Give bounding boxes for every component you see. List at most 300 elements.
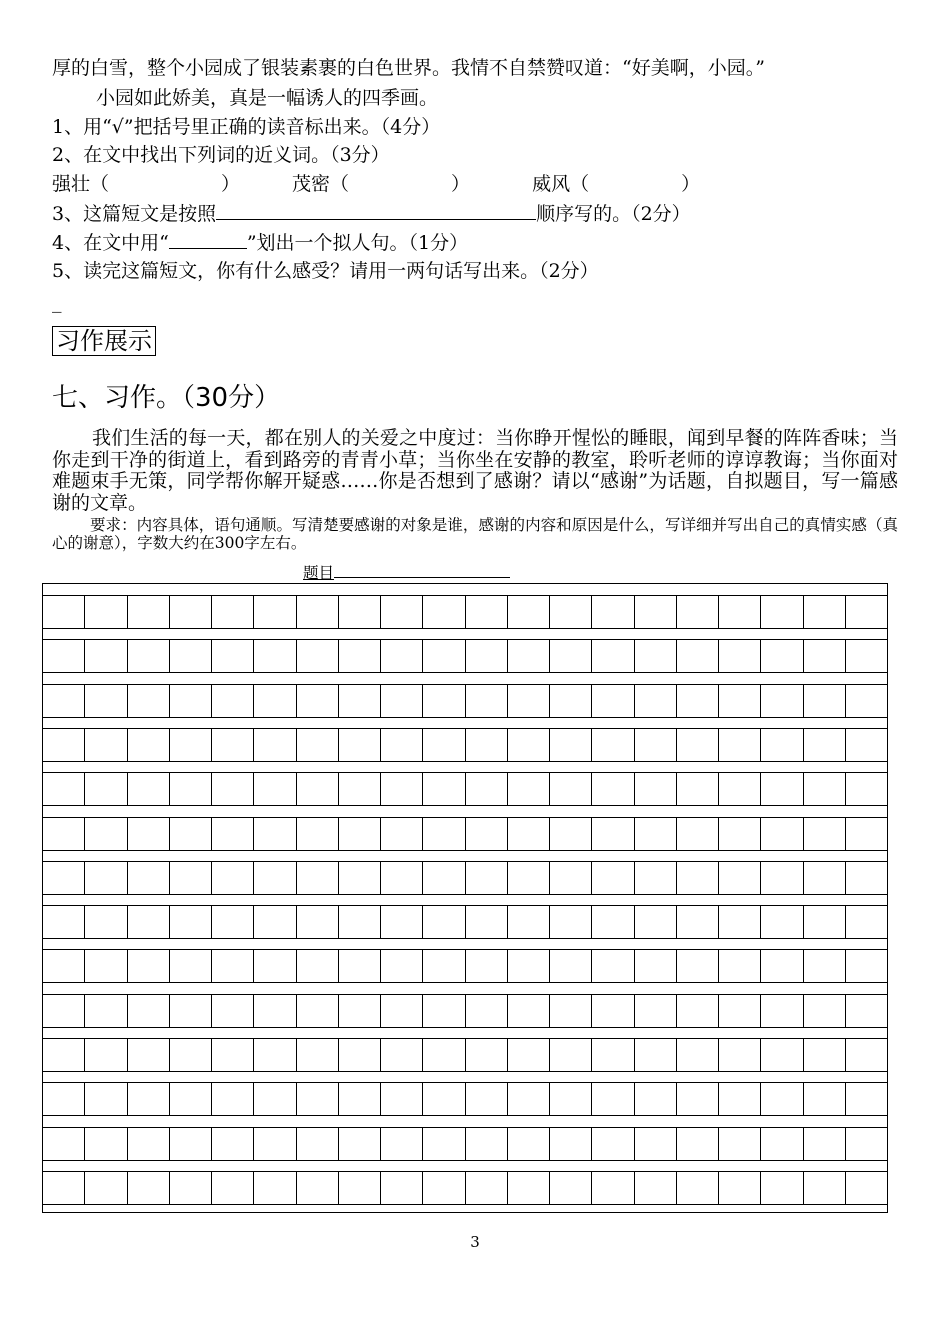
grid-cell[interactable] <box>85 906 127 938</box>
grid-cell[interactable] <box>297 773 339 805</box>
grid-cell[interactable] <box>550 1172 592 1204</box>
grid-cell[interactable] <box>297 950 339 982</box>
grid-cell[interactable] <box>804 685 846 717</box>
grid-cell[interactable] <box>297 995 339 1027</box>
grid-cell[interactable] <box>170 862 212 894</box>
grid-cell[interactable] <box>212 1039 254 1071</box>
grid-cell[interactable] <box>466 1039 508 1071</box>
grid-cell[interactable] <box>761 950 803 982</box>
grid-cell[interactable] <box>381 995 423 1027</box>
grid-cell[interactable] <box>170 1172 212 1204</box>
grid-cell[interactable] <box>128 1039 170 1071</box>
grid-row <box>43 639 887 673</box>
grid-cell[interactable] <box>719 906 761 938</box>
grid-cell[interactable] <box>128 685 170 717</box>
grid-cell[interactable] <box>592 1083 634 1115</box>
grid-cell[interactable] <box>635 1128 677 1160</box>
grid-cell[interactable] <box>85 596 127 628</box>
grid-cell[interactable] <box>592 906 634 938</box>
grid-cell[interactable] <box>423 596 465 628</box>
grid-cell[interactable] <box>804 1083 846 1115</box>
grid-cell[interactable] <box>761 862 803 894</box>
grid-cell[interactable] <box>43 773 85 805</box>
grid-cell[interactable] <box>254 596 296 628</box>
grid-cell[interactable] <box>846 1083 887 1115</box>
grid-cell[interactable] <box>423 640 465 672</box>
grid-cell[interactable] <box>297 596 339 628</box>
grid-cell[interactable] <box>297 1128 339 1160</box>
grid-cell[interactable] <box>381 950 423 982</box>
grid-cell[interactable] <box>466 906 508 938</box>
grid-cell[interactable] <box>466 773 508 805</box>
grid-cell[interactable] <box>170 729 212 761</box>
grid-cell[interactable] <box>592 950 634 982</box>
grid-cell[interactable] <box>339 640 381 672</box>
grid-cell[interactable] <box>43 906 85 938</box>
grid-cell[interactable] <box>43 685 85 717</box>
grid-cell[interactable] <box>550 818 592 850</box>
grid-cell[interactable] <box>297 906 339 938</box>
grid-cell[interactable] <box>592 685 634 717</box>
grid-cell[interactable] <box>128 1083 170 1115</box>
grid-cell[interactable] <box>212 862 254 894</box>
grid-cell[interactable] <box>466 640 508 672</box>
grid-cell[interactable] <box>212 596 254 628</box>
grid-cell[interactable] <box>339 950 381 982</box>
title-label: 题目 <box>303 564 335 582</box>
grid-cell[interactable] <box>128 862 170 894</box>
grid-cell[interactable] <box>466 950 508 982</box>
grid-cell[interactable] <box>508 950 550 982</box>
grid-cell[interactable] <box>212 950 254 982</box>
grid-cell[interactable] <box>212 773 254 805</box>
grid-cell[interactable] <box>846 1039 887 1071</box>
grid-cell[interactable] <box>43 995 85 1027</box>
grid-cell[interactable] <box>423 773 465 805</box>
grid-cell[interactable] <box>254 1172 296 1204</box>
grid-cell[interactable] <box>297 640 339 672</box>
grid-cell[interactable] <box>423 1039 465 1071</box>
grid-cell[interactable] <box>297 1172 339 1204</box>
grid-cell[interactable] <box>297 1039 339 1071</box>
grid-cell[interactable] <box>212 995 254 1027</box>
grid-cell[interactable] <box>677 862 719 894</box>
grid-cell[interactable] <box>43 818 85 850</box>
grid-cell[interactable] <box>592 818 634 850</box>
grid-cell[interactable] <box>85 1128 127 1160</box>
grid-cell[interactable] <box>550 596 592 628</box>
grid-cell[interactable] <box>128 773 170 805</box>
grid-cell[interactable] <box>423 1128 465 1160</box>
grid-cell[interactable] <box>85 773 127 805</box>
grid-cell[interactable] <box>592 640 634 672</box>
grid-cell[interactable] <box>297 818 339 850</box>
grid-cell[interactable] <box>635 995 677 1027</box>
grid-cell[interactable] <box>254 729 296 761</box>
grid-cell[interactable] <box>550 862 592 894</box>
grid-cell[interactable] <box>212 1172 254 1204</box>
grid-cell[interactable] <box>677 729 719 761</box>
grid-cell[interactable] <box>339 685 381 717</box>
grid-cell[interactable] <box>761 1128 803 1160</box>
grid-cell[interactable] <box>550 995 592 1027</box>
grid-cell[interactable] <box>170 950 212 982</box>
grid-cell[interactable] <box>381 685 423 717</box>
grid-cell[interactable] <box>804 773 846 805</box>
grid-cell[interactable] <box>128 1128 170 1160</box>
grid-cell[interactable] <box>761 640 803 672</box>
grid-cell[interactable] <box>550 640 592 672</box>
grid-cell[interactable] <box>128 640 170 672</box>
grid-cell[interactable] <box>550 729 592 761</box>
grid-cell[interactable] <box>550 950 592 982</box>
title-field[interactable] <box>303 561 510 582</box>
grid-cell[interactable] <box>635 685 677 717</box>
grid-cell[interactable] <box>85 995 127 1027</box>
grid-cell[interactable] <box>592 729 634 761</box>
grid-cell[interactable] <box>43 1172 85 1204</box>
grid-cell[interactable] <box>719 950 761 982</box>
grid-cell[interactable] <box>846 906 887 938</box>
grid-cell[interactable] <box>719 1039 761 1071</box>
grid-cell[interactable] <box>719 1172 761 1204</box>
close-paren: ） <box>451 173 471 195</box>
grid-cell[interactable] <box>297 729 339 761</box>
grid-cell[interactable] <box>43 1039 85 1071</box>
grid-cell[interactable] <box>846 640 887 672</box>
grid-cell[interactable] <box>677 1172 719 1204</box>
grid-cell[interactable] <box>466 818 508 850</box>
grid-cell[interactable] <box>423 950 465 982</box>
grid-cell[interactable] <box>635 1039 677 1071</box>
grid-cell[interactable] <box>719 773 761 805</box>
grid-cell[interactable] <box>550 1039 592 1071</box>
grid-cell[interactable] <box>254 1128 296 1160</box>
section-title-box: 习作展示 <box>52 326 156 356</box>
grid-cell[interactable] <box>508 995 550 1027</box>
grid-row <box>43 1082 887 1116</box>
grid-cell[interactable] <box>128 950 170 982</box>
grid-cell[interactable] <box>381 862 423 894</box>
grid-cell[interactable] <box>804 818 846 850</box>
grid-cell[interactable] <box>423 1083 465 1115</box>
grid-cell[interactable] <box>846 596 887 628</box>
grid-cell[interactable] <box>677 685 719 717</box>
grid-cell[interactable] <box>170 1039 212 1071</box>
grid-cell[interactable] <box>85 640 127 672</box>
grid-cell[interactable] <box>254 773 296 805</box>
grid-cell[interactable] <box>804 950 846 982</box>
grid-cell[interactable] <box>466 1128 508 1160</box>
grid-cell[interactable] <box>339 1083 381 1115</box>
question-2: 2、在文中找出下列词的近义词。（3分） <box>52 144 390 166</box>
grid-cell[interactable] <box>719 640 761 672</box>
grid-cell[interactable] <box>635 906 677 938</box>
grid-cell[interactable] <box>339 729 381 761</box>
grid-cell[interactable] <box>170 596 212 628</box>
grid-cell[interactable] <box>423 729 465 761</box>
grid-cell[interactable] <box>85 1083 127 1115</box>
grid-cell[interactable] <box>635 1083 677 1115</box>
grid-cell[interactable] <box>508 1128 550 1160</box>
question-3-answer-blank[interactable] <box>216 201 536 220</box>
grid-cell[interactable] <box>719 1083 761 1115</box>
grid-cell[interactable] <box>339 1039 381 1071</box>
grid-cell[interactable] <box>508 862 550 894</box>
grid-cell[interactable] <box>635 773 677 805</box>
grid-cell[interactable] <box>381 1039 423 1071</box>
grid-cell[interactable] <box>212 818 254 850</box>
grid-cell[interactable] <box>508 1083 550 1115</box>
grid-cell[interactable] <box>508 773 550 805</box>
grid-cell[interactable] <box>43 640 85 672</box>
grid-cell[interactable] <box>761 906 803 938</box>
grid-cell[interactable] <box>846 862 887 894</box>
grid-cell[interactable] <box>128 1172 170 1204</box>
grid-cell[interactable] <box>85 729 127 761</box>
grid-cell[interactable] <box>466 995 508 1027</box>
grid-cell[interactable] <box>212 729 254 761</box>
title-blank[interactable] <box>334 561 510 578</box>
grid-cell[interactable] <box>592 773 634 805</box>
grid-cell[interactable] <box>254 862 296 894</box>
grid-cell[interactable] <box>804 1128 846 1160</box>
grid-cell[interactable] <box>43 596 85 628</box>
grid-cell[interactable] <box>170 685 212 717</box>
grid-cell[interactable] <box>592 862 634 894</box>
grid-cell[interactable] <box>804 1172 846 1204</box>
grid-cell[interactable] <box>381 1172 423 1204</box>
grid-cell[interactable] <box>297 685 339 717</box>
grid-cell[interactable] <box>846 950 887 982</box>
grid-cell[interactable] <box>677 640 719 672</box>
grid-cell[interactable] <box>508 640 550 672</box>
grid-cell[interactable] <box>339 596 381 628</box>
grid-cell[interactable] <box>677 1128 719 1160</box>
grid-cell[interactable] <box>677 818 719 850</box>
grid-cell[interactable] <box>719 685 761 717</box>
grid-cell[interactable] <box>339 995 381 1027</box>
grid-cell[interactable] <box>508 1172 550 1204</box>
grid-cell[interactable] <box>43 1128 85 1160</box>
grid-cell[interactable] <box>804 640 846 672</box>
grid-cell[interactable] <box>381 1083 423 1115</box>
grid-cell[interactable] <box>761 818 803 850</box>
question-4-prefix: 4、在文中用“ <box>52 232 169 254</box>
grid-cell[interactable] <box>423 906 465 938</box>
grid-cell[interactable] <box>466 596 508 628</box>
grid-cell[interactable] <box>254 818 296 850</box>
grid-cell[interactable] <box>254 995 296 1027</box>
grid-cell[interactable] <box>254 640 296 672</box>
question-4 <box>52 230 468 255</box>
grid-cell[interactable] <box>212 1128 254 1160</box>
grid-cell[interactable] <box>804 1039 846 1071</box>
grid-cell[interactable] <box>846 1128 887 1160</box>
grid-cell[interactable] <box>85 1172 127 1204</box>
grid-cell[interactable] <box>761 773 803 805</box>
grid-cell[interactable] <box>466 729 508 761</box>
grid-cell[interactable] <box>761 1083 803 1115</box>
grid-cell[interactable] <box>635 1172 677 1204</box>
grid-cell[interactable] <box>43 862 85 894</box>
grid-cell[interactable] <box>677 995 719 1027</box>
grid-cell[interactable] <box>846 995 887 1027</box>
grid-cell[interactable] <box>592 1128 634 1160</box>
grid-cell[interactable] <box>508 1039 550 1071</box>
grid-cell[interactable] <box>677 950 719 982</box>
grid-cell[interactable] <box>761 596 803 628</box>
grid-cell[interactable] <box>170 773 212 805</box>
grid-cell[interactable] <box>592 1039 634 1071</box>
grid-cell[interactable] <box>297 862 339 894</box>
grid-cell[interactable] <box>466 1172 508 1204</box>
grid-cell[interactable] <box>381 640 423 672</box>
grid-cell[interactable] <box>381 596 423 628</box>
grid-cell[interactable] <box>508 596 550 628</box>
grid-cell[interactable] <box>128 729 170 761</box>
writing-grid[interactable] <box>42 583 888 1213</box>
synonym-label: 强壮（ <box>52 173 110 195</box>
grid-cell[interactable] <box>128 596 170 628</box>
grid-cell[interactable] <box>43 1083 85 1115</box>
grid-cell[interactable] <box>85 818 127 850</box>
grid-cell[interactable] <box>677 596 719 628</box>
grid-cell[interactable] <box>804 862 846 894</box>
grid-cell[interactable] <box>85 950 127 982</box>
grid-cell[interactable] <box>677 773 719 805</box>
grid-cell[interactable] <box>635 596 677 628</box>
grid-cell[interactable] <box>635 818 677 850</box>
grid-cell[interactable] <box>592 1172 634 1204</box>
grid-cell[interactable] <box>381 773 423 805</box>
grid-row <box>43 861 887 895</box>
grid-cell[interactable] <box>170 1128 212 1160</box>
grid-cell[interactable] <box>466 862 508 894</box>
grid-cell[interactable] <box>719 818 761 850</box>
grid-cell[interactable] <box>846 729 887 761</box>
grid-cell[interactable] <box>761 729 803 761</box>
grid-cell[interactable] <box>170 995 212 1027</box>
grid-cell[interactable] <box>761 685 803 717</box>
grid-cell[interactable] <box>170 906 212 938</box>
grid-cell[interactable] <box>254 1083 296 1115</box>
grid-cell[interactable] <box>254 685 296 717</box>
grid-cell[interactable] <box>423 1172 465 1204</box>
synonym-row <box>52 172 732 196</box>
grid-cell[interactable] <box>550 1128 592 1160</box>
grid-cell[interactable] <box>550 773 592 805</box>
grid-cell[interactable] <box>85 1039 127 1071</box>
grid-cell[interactable] <box>508 729 550 761</box>
grid-cell[interactable] <box>508 818 550 850</box>
grid-cell[interactable] <box>339 1172 381 1204</box>
grid-cell[interactable] <box>508 685 550 717</box>
grid-cell[interactable] <box>170 1083 212 1115</box>
grid-cell[interactable] <box>43 729 85 761</box>
grid-cell[interactable] <box>85 685 127 717</box>
grid-cell[interactable] <box>212 906 254 938</box>
grid-cell[interactable] <box>128 995 170 1027</box>
grid-cell[interactable] <box>761 1172 803 1204</box>
grid-cell[interactable] <box>254 1039 296 1071</box>
grid-cell[interactable] <box>761 995 803 1027</box>
grid-cell[interactable] <box>170 818 212 850</box>
grid-cell[interactable] <box>212 685 254 717</box>
grid-cell[interactable] <box>846 773 887 805</box>
grid-cell[interactable] <box>128 906 170 938</box>
grid-cell[interactable] <box>254 906 296 938</box>
grid-cell[interactable] <box>212 1083 254 1115</box>
grid-cell[interactable] <box>339 1128 381 1160</box>
grid-cell[interactable] <box>635 862 677 894</box>
grid-cell[interactable] <box>297 1083 339 1115</box>
grid-cell[interactable] <box>719 729 761 761</box>
grid-row <box>43 1171 887 1205</box>
grid-cell[interactable] <box>423 995 465 1027</box>
grid-cell[interactable] <box>339 862 381 894</box>
grid-cell[interactable] <box>339 773 381 805</box>
grid-cell[interactable] <box>804 906 846 938</box>
grid-cell[interactable] <box>423 685 465 717</box>
grid-cell[interactable] <box>212 640 254 672</box>
grid-cell[interactable] <box>254 950 296 982</box>
grid-cell[interactable] <box>339 906 381 938</box>
grid-cell[interactable] <box>466 1083 508 1115</box>
grid-cell[interactable] <box>635 950 677 982</box>
grid-cell[interactable] <box>170 640 212 672</box>
grid-cell[interactable] <box>635 729 677 761</box>
grid-cell[interactable] <box>381 1128 423 1160</box>
grid-cell[interactable] <box>381 906 423 938</box>
grid-cell[interactable] <box>381 818 423 850</box>
reading-text-line: 厚的白雪，整个小园成了银装素裹的白色世界。我情不自禁赞叹道：“好美啊，小园。” <box>52 57 765 79</box>
grid-cell[interactable] <box>719 995 761 1027</box>
grid-cell[interactable] <box>381 729 423 761</box>
grid-cell[interactable] <box>677 1039 719 1071</box>
grid-cell[interactable] <box>85 862 127 894</box>
grid-cell[interactable] <box>43 950 85 982</box>
grid-cell[interactable] <box>592 995 634 1027</box>
grid-cell[interactable] <box>339 818 381 850</box>
grid-cell[interactable] <box>423 818 465 850</box>
grid-cell[interactable] <box>846 685 887 717</box>
grid-cell[interactable] <box>423 862 465 894</box>
grid-cell[interactable] <box>550 685 592 717</box>
grid-cell[interactable] <box>128 818 170 850</box>
question-3 <box>52 201 691 226</box>
question-4-suffix: ”划出一个拟人句。（1分） <box>246 232 469 254</box>
grid-cell[interactable] <box>466 685 508 717</box>
grid-cell[interactable] <box>508 906 550 938</box>
grid-cell[interactable] <box>804 729 846 761</box>
question-1: 1、用“√”把括号里正确的读音标出来。（4分） <box>52 116 441 138</box>
grid-cell[interactable] <box>846 1172 887 1204</box>
grid-cell[interactable] <box>719 596 761 628</box>
grid-cell[interactable] <box>550 906 592 938</box>
grid-cell[interactable] <box>719 1128 761 1160</box>
grid-cell[interactable] <box>677 1083 719 1115</box>
grid-cell[interactable] <box>804 995 846 1027</box>
grid-cell[interactable] <box>846 818 887 850</box>
grid-cell[interactable] <box>677 906 719 938</box>
grid-cell[interactable] <box>550 1083 592 1115</box>
grid-cell[interactable] <box>804 596 846 628</box>
grid-cell[interactable] <box>635 640 677 672</box>
grid-cell[interactable] <box>592 596 634 628</box>
grid-cell[interactable] <box>719 862 761 894</box>
grid-cell[interactable] <box>761 1039 803 1071</box>
